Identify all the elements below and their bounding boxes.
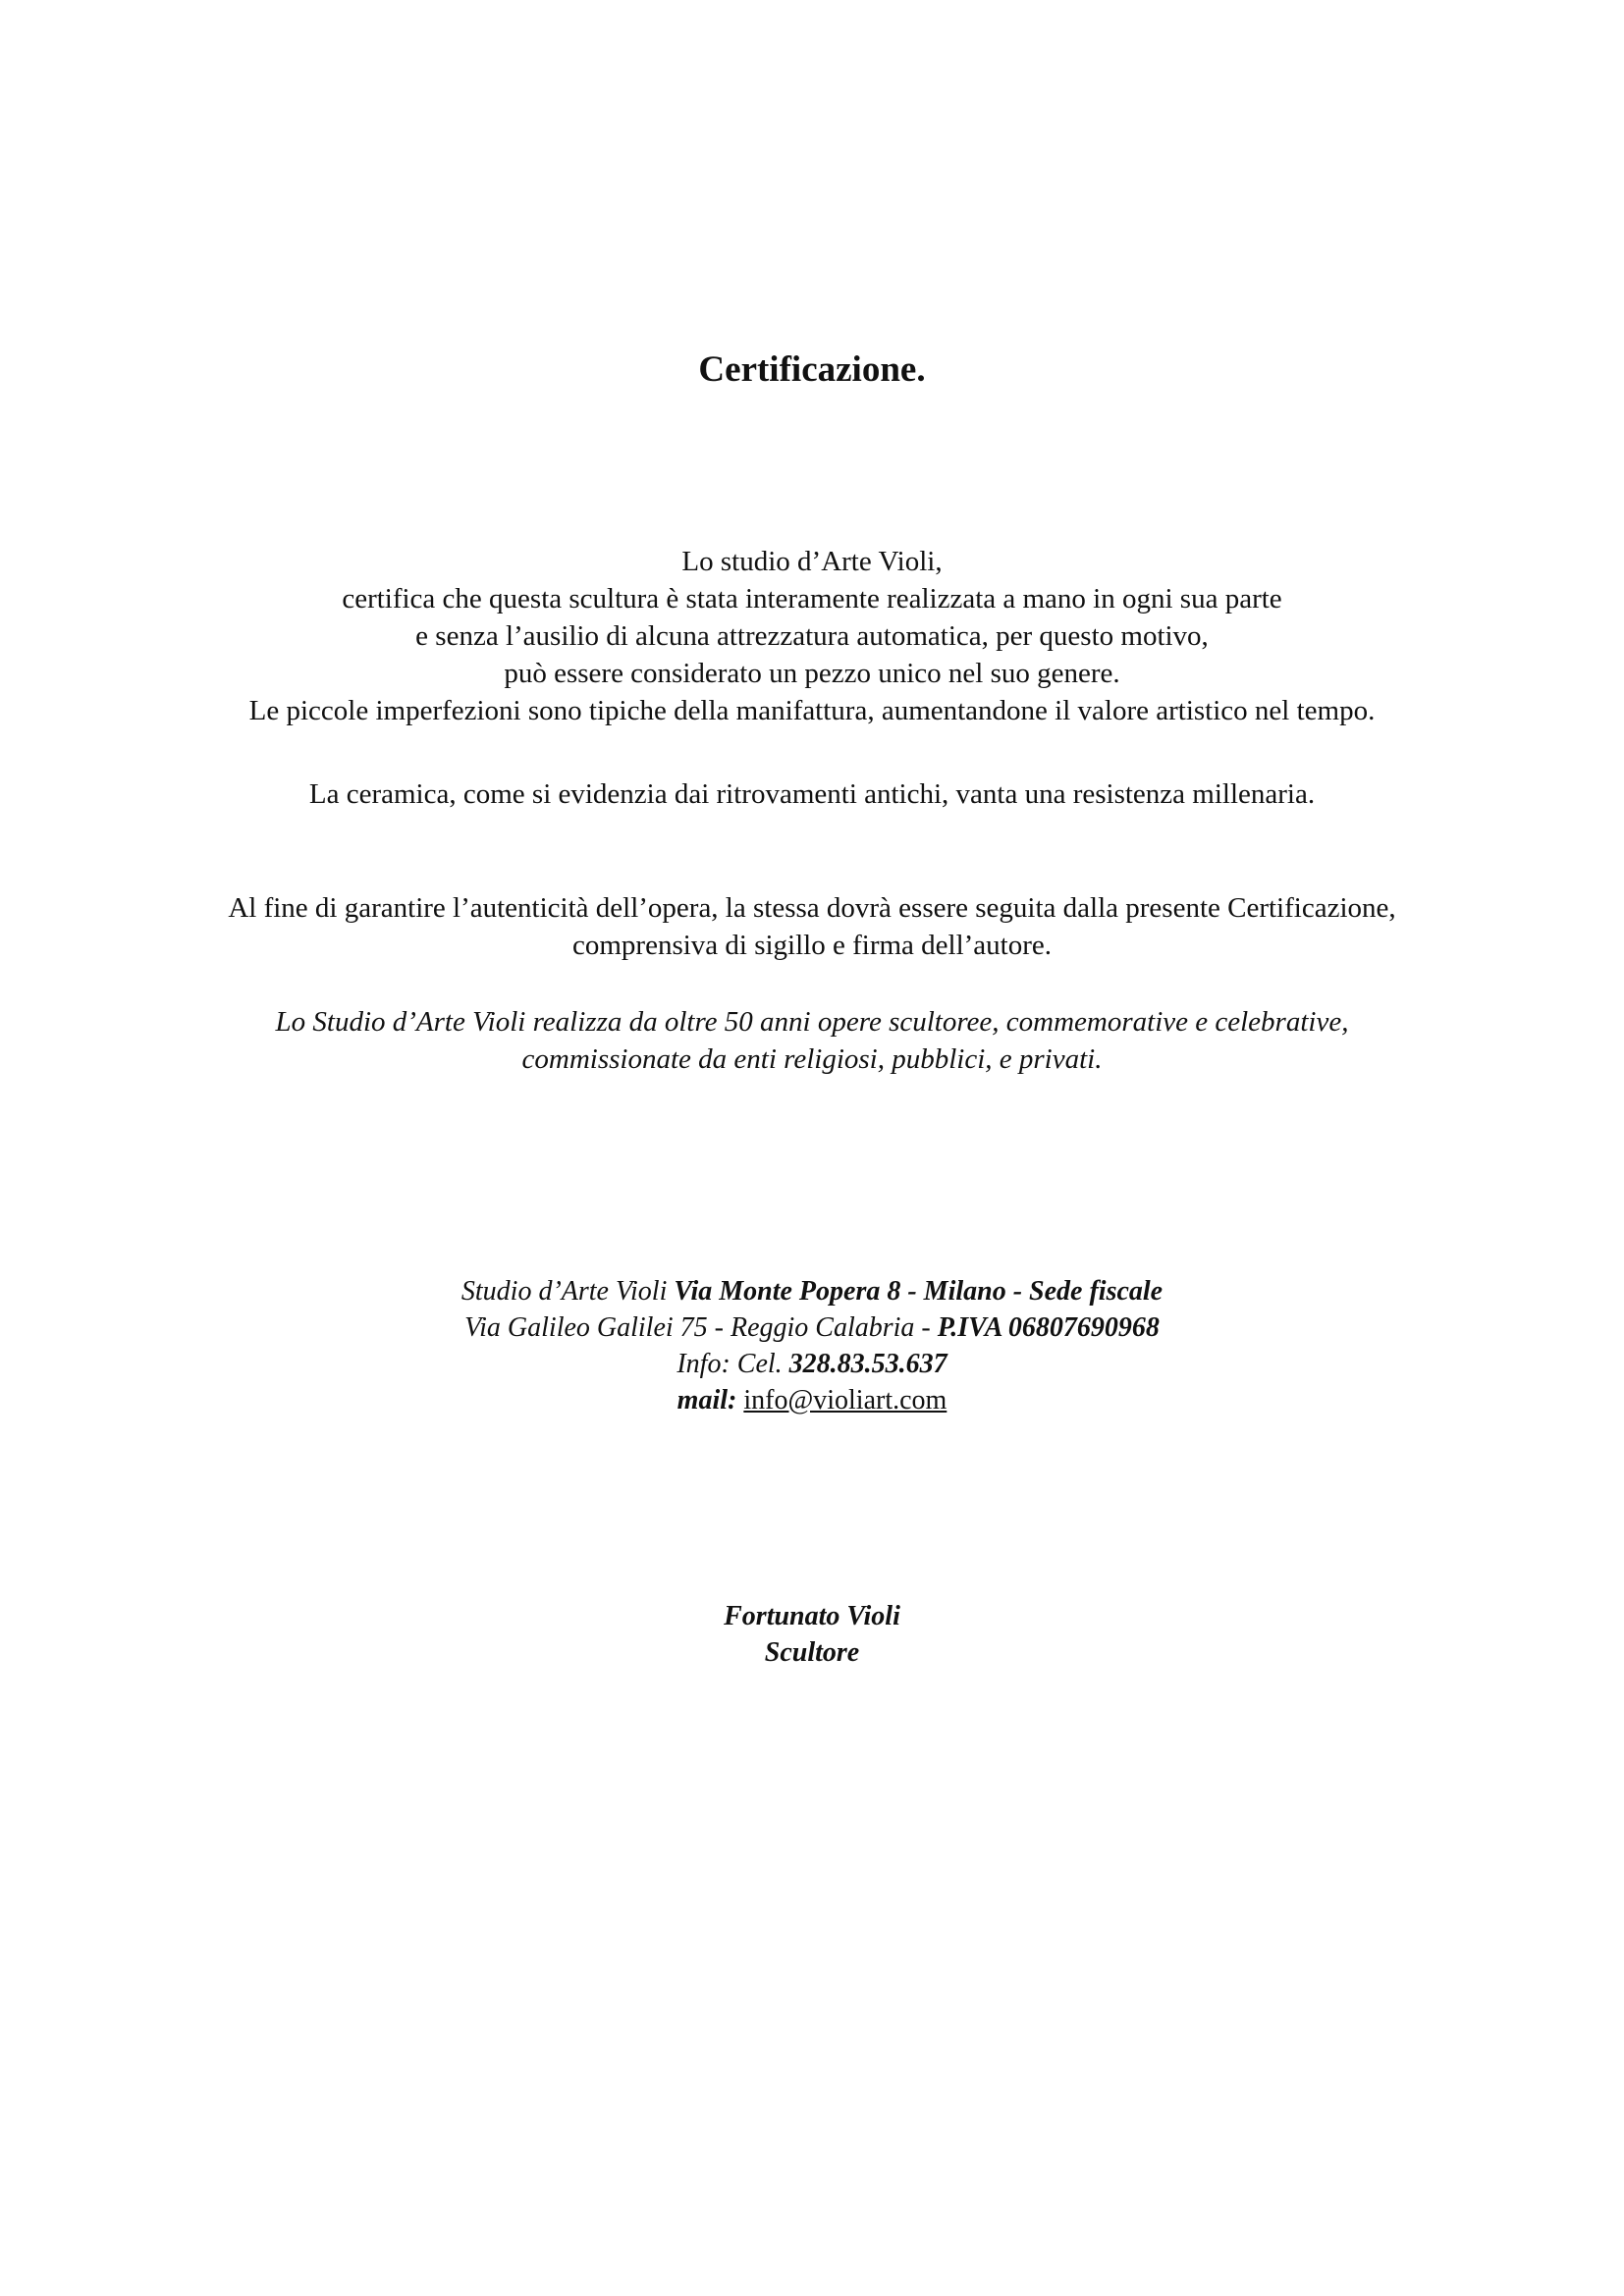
contact-block	[0, 1273, 1624, 1418]
studio-name: Studio d’Arte Violi	[460, 1276, 675, 1307]
authenticity-line: comprensiva di sigillo e firma dell’autore.	[571, 930, 1052, 961]
ceramic-paragraph	[0, 775, 1624, 813]
studio-note-paragraph	[0, 1003, 1624, 1078]
page-title: Certificazione.	[698, 349, 926, 390]
signature-role: Scultore	[764, 1637, 860, 1668]
intro-line: e senza l’ausilio di alcuna attrezzatura automatica, per questo motivo,	[415, 620, 1209, 652]
phone-number: 328.83.53.637	[788, 1349, 947, 1379]
phone-prefix: Info: Cel.	[677, 1349, 789, 1379]
intro-paragraph	[0, 543, 1624, 729]
contact-line-phone	[0, 1346, 1624, 1382]
address-reggio: Via Galileo Galilei 75 - Reggio Calabria -	[464, 1312, 938, 1343]
studio-note-line: Lo Studio d’Arte Violi realizza da oltre 50 anni opere scultoree, commemorative e celebrative,	[275, 1006, 1349, 1038]
signature-block	[0, 1598, 1624, 1671]
piva-number: P.IVA 06807690968	[937, 1312, 1160, 1343]
contact-line-mail	[0, 1382, 1624, 1418]
contact-line-studio	[0, 1273, 1624, 1309]
authenticity-line: Al fine di garantire l’autenticità dell’opera, la stessa dovrà essere seguita dalla presente Certificazione,	[228, 892, 1396, 924]
intro-line: può essere considerato un pezzo unico nel suo genere.	[504, 658, 1120, 689]
address-milano: Via Monte Popera 8 - Milano - Sede fiscale	[674, 1276, 1164, 1307]
intro-line: Lo studio d’Arte Violi,	[681, 546, 943, 577]
authenticity-paragraph	[0, 889, 1624, 964]
contact-line-reggio	[0, 1309, 1624, 1346]
mail-label: mail:	[677, 1385, 737, 1415]
email-link[interactable]: info@violiart.com	[743, 1385, 947, 1415]
studio-note-line: commissionate da enti religiosi, pubblici, e privati.	[521, 1043, 1103, 1075]
signature-name: Fortunato Violi	[724, 1601, 900, 1631]
intro-line: certifica che questa scultura è stata interamente realizzata a mano in ogni sua parte	[342, 583, 1282, 614]
ceramic-line: La ceramica, come si evidenzia dai ritrovamenti antichi, vanta una resistenza millenaria.	[308, 778, 1316, 810]
intro-line: Le piccole imperfezioni sono tipiche della manifattura, aumentandone il valore artistico nel tempo.	[248, 695, 1376, 726]
